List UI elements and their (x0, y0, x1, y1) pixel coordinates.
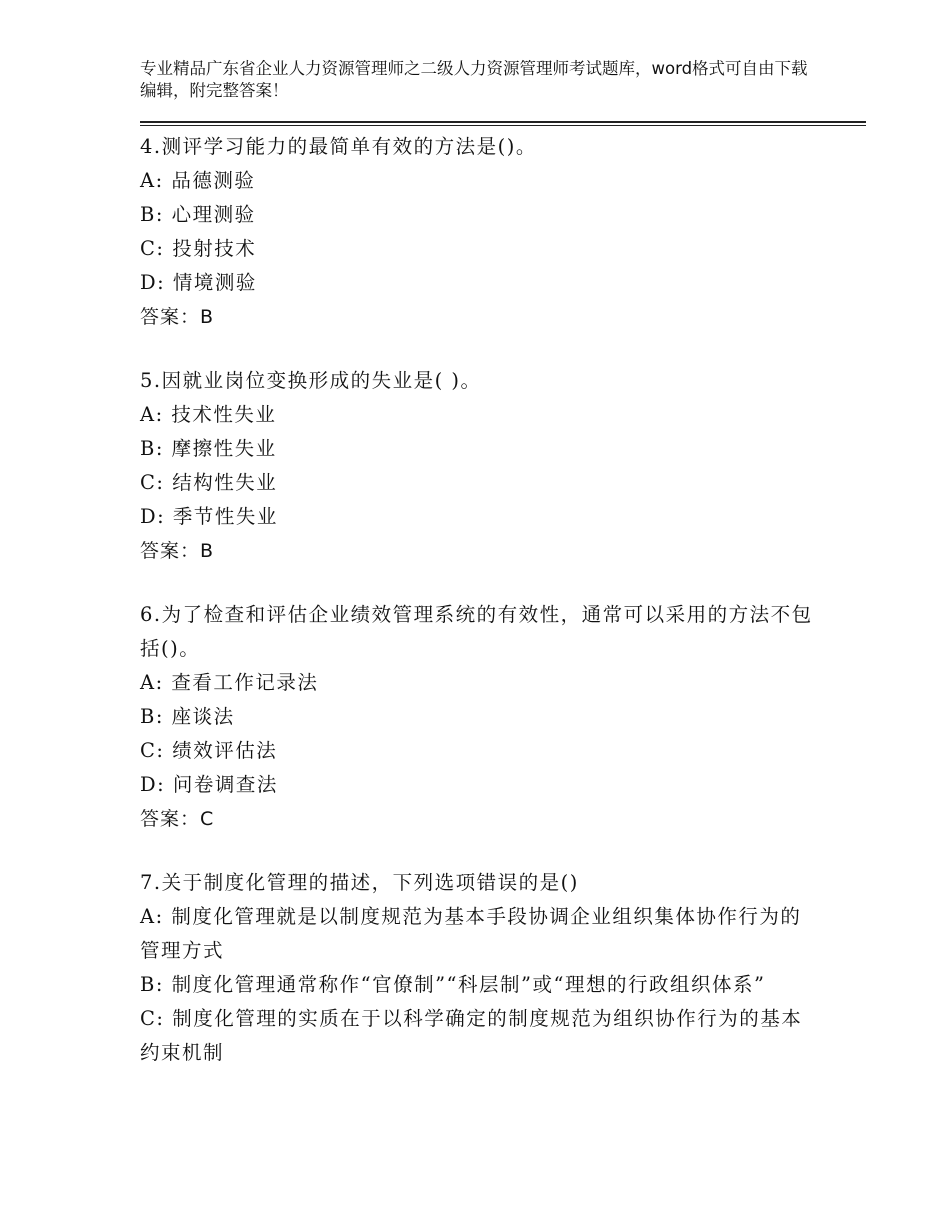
question-stem: 7.关于制度化管理的描述，下列选项错误的是() (140, 871, 579, 894)
option-d: D: 情境测验 (140, 271, 257, 294)
question-7 (140, 866, 820, 1070)
question-list (140, 130, 820, 1100)
option-b: B: 制度化管理通常称作“官僚制”“科层制”或“理想的行政组织体系” (140, 973, 766, 996)
option-b: B: 座谈法 (140, 705, 235, 728)
header-rule-thin (140, 125, 866, 126)
option-b: B: 心理测验 (140, 203, 256, 226)
option-d: D: 问卷调查法 (140, 773, 278, 796)
option-c: C: 结构性失业 (140, 471, 278, 494)
answer: 答案：B (140, 306, 215, 328)
option-c: C: 绩效评估法 (140, 739, 278, 762)
option-a: A: 查看工作记录法 (140, 671, 319, 694)
option-a: A: 品德测验 (140, 169, 256, 192)
question-4 (140, 130, 820, 334)
header-rule-thick (140, 121, 866, 123)
question-5 (140, 364, 820, 568)
option-d: D: 季节性失业 (140, 505, 278, 528)
option-a: A: 制度化管理就是以制度规范为基本手段协调企业组织集体协作行为的管理方式 (140, 905, 802, 962)
option-b: B: 摩擦性失业 (140, 437, 277, 460)
document-header: 专业精品广东省企业人力资源管理师之二级人力资源管理师考试题库，word格式可自由下载编辑，附完整答案！ (140, 59, 808, 100)
option-c: C: 制度化管理的实质在于以科学确定的制度规范为组织协作行为的基本约束机制 (140, 1007, 803, 1064)
option-c: C: 投射技术 (140, 237, 257, 260)
answer: 答案：C (140, 808, 215, 830)
option-a: A: 技术性失业 (140, 403, 277, 426)
question-6 (140, 598, 820, 836)
answer: 答案：B (140, 540, 215, 562)
question-stem: 6.为了检查和评估企业绩效管理系统的有效性，通常可以采用的方法不包括()。 (140, 603, 813, 660)
question-stem: 5.因就业岗位变换形成的失业是( )。 (140, 369, 482, 392)
question-stem: 4.测评学习能力的最简单有效的方法是()。 (140, 135, 537, 158)
